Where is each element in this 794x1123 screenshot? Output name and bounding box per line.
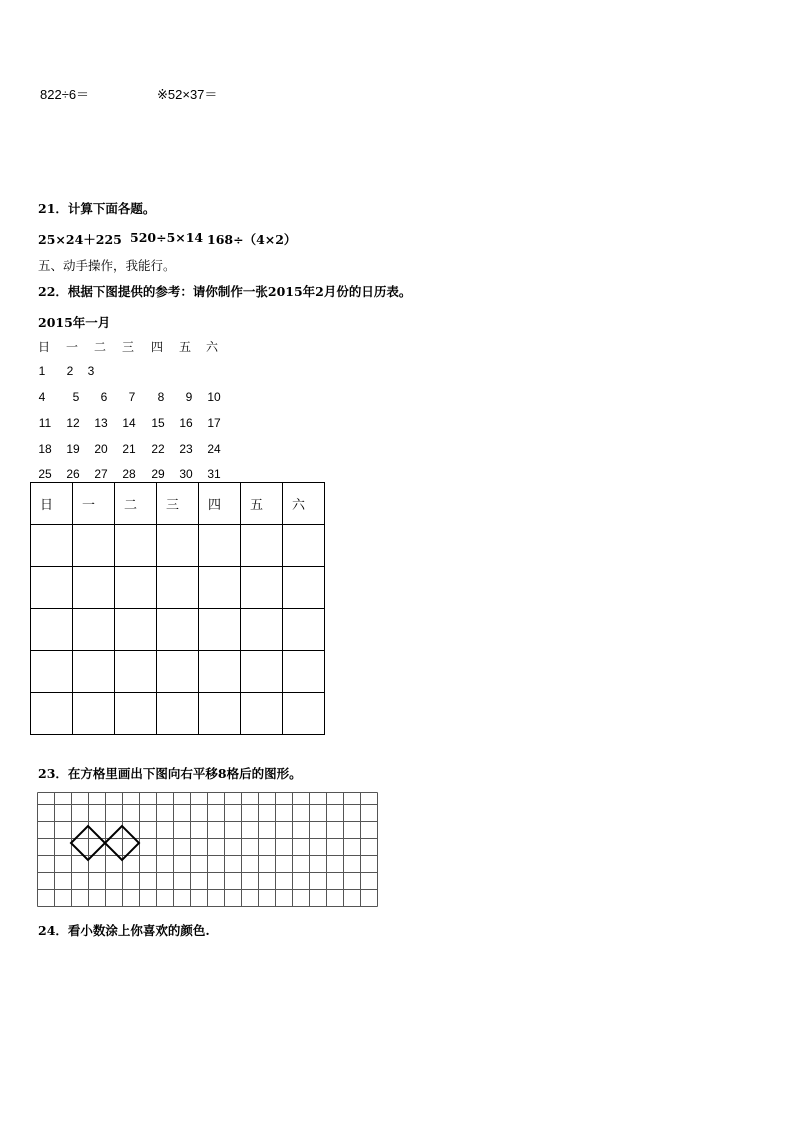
empty-cell[interactable] [73, 693, 115, 735]
weekday: 二 [93, 340, 106, 354]
date: 29 [151, 467, 165, 481]
empty-cell[interactable] [199, 567, 241, 609]
date: 31 [207, 467, 221, 481]
empty-cell[interactable] [115, 609, 157, 651]
date: 13 [94, 416, 108, 430]
empty-cell[interactable] [31, 567, 73, 609]
date: 4 [38, 390, 46, 404]
date: 9 [185, 390, 193, 404]
empty-cell[interactable] [199, 651, 241, 693]
calendar-empty-row [31, 693, 325, 735]
empty-cell[interactable] [283, 567, 325, 609]
empty-cell[interactable] [31, 693, 73, 735]
empty-cell[interactable] [31, 525, 73, 567]
empty-cell[interactable] [283, 609, 325, 651]
date: 11 [38, 416, 52, 430]
empty-cell[interactable] [241, 525, 283, 567]
question-24-title: 24．看小数涂上你喜欢的颜色. [38, 923, 210, 938]
empty-cell[interactable] [241, 693, 283, 735]
empty-cell[interactable] [157, 651, 199, 693]
empty-cell[interactable] [157, 693, 199, 735]
empty-cell[interactable] [199, 525, 241, 567]
date: 20 [94, 442, 108, 456]
empty-cell[interactable] [115, 693, 157, 735]
calendar-empty-row [31, 525, 325, 567]
date: 26 [66, 467, 80, 481]
empty-cell[interactable] [115, 525, 157, 567]
empty-cell[interactable] [199, 693, 241, 735]
date: 19 [66, 442, 80, 456]
date: 18 [38, 442, 52, 456]
header-cell [115, 483, 157, 525]
date: 10 [207, 390, 221, 404]
header-cell [283, 483, 325, 525]
calendar-empty-row [31, 609, 325, 651]
date: 5 [72, 390, 80, 404]
expression-822-div-6: 822÷6＝ [40, 87, 90, 102]
q21-expression-1: 25×24＋225 [38, 232, 122, 247]
empty-cell[interactable] [241, 609, 283, 651]
empty-cell[interactable] [241, 651, 283, 693]
empty-cell[interactable] [241, 567, 283, 609]
q21-expression-2: 520÷5×14 [130, 230, 204, 245]
header-cell [199, 483, 241, 525]
header-label: 二 [124, 498, 138, 513]
date: 15 [151, 416, 165, 430]
empty-cell[interactable] [73, 525, 115, 567]
square-grid[interactable] [37, 792, 389, 910]
date: 21 [122, 442, 136, 456]
empty-cell[interactable] [31, 651, 73, 693]
date: 16 [179, 416, 193, 430]
empty-cell[interactable] [73, 609, 115, 651]
header-label: 五 [250, 498, 264, 513]
empty-cell[interactable] [73, 567, 115, 609]
empty-cell[interactable] [157, 525, 199, 567]
empty-cell[interactable] [283, 693, 325, 735]
empty-cell[interactable] [283, 525, 325, 567]
q21-expression-3: 168÷（4×2） [207, 232, 297, 247]
calendar-empty-row [31, 567, 325, 609]
calendar-empty-row [31, 651, 325, 693]
empty-cell[interactable] [31, 609, 73, 651]
header-label: 六 [292, 498, 306, 513]
empty-cell[interactable] [283, 651, 325, 693]
header-cell [157, 483, 199, 525]
weekday: 三 [121, 340, 134, 354]
section-5-heading: 五、动手操作，我能行。 [38, 258, 176, 273]
date: 27 [94, 467, 108, 481]
date: 1 [38, 364, 46, 378]
blank-calendar-table [30, 482, 325, 735]
header-label: 日 [40, 498, 54, 513]
empty-cell[interactable] [157, 609, 199, 651]
calendar-header-row [31, 483, 325, 525]
date: 24 [207, 442, 221, 456]
date: 17 [207, 416, 221, 430]
weekday: 五 [178, 340, 191, 354]
date: 8 [157, 390, 165, 404]
question-21-title: 21．计算下面各题。 [38, 201, 156, 216]
header-cell [241, 483, 283, 525]
empty-cell[interactable] [199, 609, 241, 651]
weekday: 四 [150, 340, 163, 354]
header-cell [73, 483, 115, 525]
question-22-title: 22．根据下图提供的参考：请你制作一张2015年2月份的日历表。 [38, 284, 412, 299]
weekday: 六 [205, 340, 218, 354]
header-label: 一 [82, 498, 96, 513]
date: 2 [66, 364, 74, 378]
empty-cell[interactable] [73, 651, 115, 693]
weekday: 日 [37, 340, 50, 354]
date: 6 [100, 390, 108, 404]
header-label: 三 [166, 498, 180, 513]
date: 22 [151, 442, 165, 456]
empty-cell[interactable] [115, 651, 157, 693]
question-23-title: 23．在方格里画出下图向右平移8格后的图形。 [38, 766, 302, 781]
date: 28 [122, 467, 136, 481]
header-label: 四 [208, 498, 222, 513]
date: 30 [179, 467, 193, 481]
date: 25 [38, 467, 52, 481]
empty-cell[interactable] [157, 567, 199, 609]
date: 7 [128, 390, 136, 404]
weekday: 一 [65, 340, 78, 354]
header-cell [31, 483, 73, 525]
calendar-reference-title: 2015年一月 [38, 315, 111, 330]
date: 12 [66, 416, 80, 430]
expression-52-times-37: ※52×37＝ [157, 87, 218, 102]
date: 23 [179, 442, 193, 456]
grid-lines [38, 793, 378, 907]
empty-cell[interactable] [115, 567, 157, 609]
date: 3 [87, 364, 95, 378]
date: 14 [122, 416, 136, 430]
